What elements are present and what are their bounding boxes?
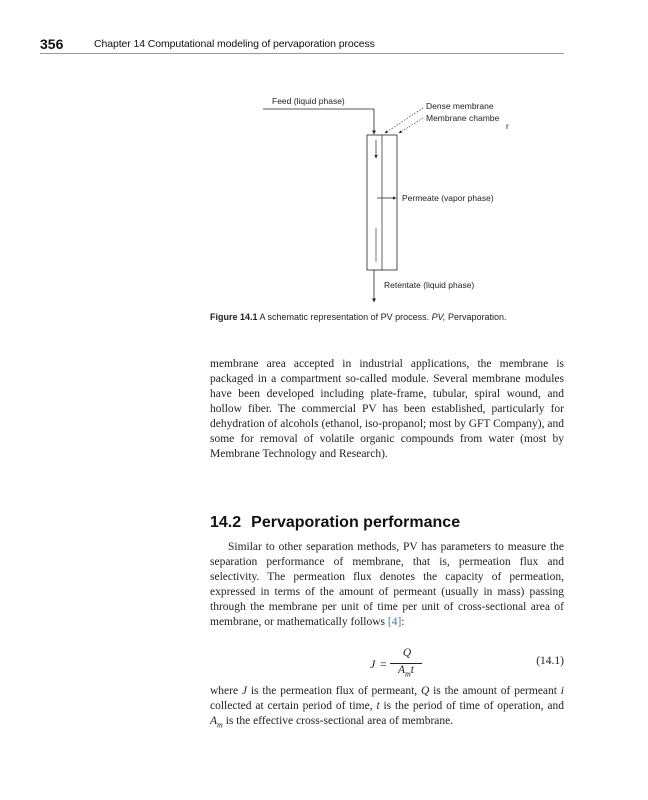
p3-var-i: i <box>560 685 564 697</box>
eq-denominator <box>390 664 422 678</box>
equation-number: (14.1) <box>536 655 564 667</box>
eq-numerator: Q <box>402 647 412 659</box>
section-heading <box>210 514 460 532</box>
retentate-label: Retentate (liquid phase) <box>384 280 475 290</box>
section-number: 14.2 <box>210 514 242 531</box>
p3-var-m: m <box>217 720 223 730</box>
figure-caption <box>210 312 507 322</box>
para2-end: : <box>401 616 405 628</box>
body-paragraph-3 <box>210 684 564 732</box>
dense-membrane-leader <box>385 108 423 133</box>
section-title: Pervaporation performance <box>251 514 461 531</box>
p3-t5: is the period of time of operation, and <box>379 700 565 712</box>
eq-equals: = <box>380 657 387 671</box>
p3-t2: is the permeation flux of permeant, <box>247 685 421 697</box>
p3-t1: where <box>210 685 242 697</box>
para2-text: Similar to other separation methods, PV has parameters to measure the separation performance of membrane, that is, permeation flux and selectivity. The permeation flux denotes the capacity of permeation, expressed in terms of the amount of permeant (usually in mass) passing through the membrane per unit of time per unit of cross-sectional area of membrane, or mathematically follows <box>210 541 564 628</box>
p3-var-j: J <box>241 685 248 697</box>
body-paragraph-1: membrane area accepted in industrial applications, the membrane is packaged in a compartment so-called module. Several membrane modules have been developed including plate-frame, tubular, spiral wound, and hollow fiber. The commercial PV has been established, particularly for dehydration of alcohols (ethanol, iso-propanol; most by GFT Company), and some for removal of volatile organic compounds from water (most by Membrane Technology and Research). <box>210 358 564 460</box>
body-paragraph-2 <box>210 540 564 630</box>
feed-label: Feed (liquid phase) <box>272 96 345 106</box>
page-number: 356 <box>40 36 64 52</box>
p3-var-t: t <box>376 700 380 712</box>
figure-caption-label: Figure 14.1 <box>210 312 258 322</box>
p3-var-a: A <box>210 715 218 727</box>
p3-t4: collected at certain period of time, <box>210 700 377 712</box>
eq-den-t: t <box>410 664 414 676</box>
figure-14-1 <box>0 0 648 320</box>
equation-14-1 <box>210 645 564 689</box>
figure-caption-text-end: Pervaporation. <box>445 312 507 322</box>
p3-var-q: Q <box>420 685 430 697</box>
pv-schematic <box>0 0 648 320</box>
p3-t6: is the effective cross-sectional area of membrane. <box>222 715 454 727</box>
membrane-chamber-label-tail: r <box>506 121 509 131</box>
chamber-leader <box>399 118 423 133</box>
running-head: Chapter 14 Computational modeling of pervaporation process <box>94 38 375 50</box>
dense-membrane-label: Dense membrane <box>426 101 494 111</box>
permeate-label: Permeate (vapor phase) <box>402 193 494 203</box>
eq-lhs: J <box>370 657 376 671</box>
figure-caption-abbrev: PV, <box>431 312 446 322</box>
citation-link[interactable]: [4] <box>387 616 402 628</box>
eq-den-sub: m <box>405 669 411 679</box>
eq-den-a: A <box>397 664 406 676</box>
figure-caption-text: A schematic representation of PV process. <box>257 312 432 322</box>
p3-t3: is the amount of permeant <box>429 685 561 697</box>
membrane-chamber-label: Membrane chambe <box>426 113 500 123</box>
